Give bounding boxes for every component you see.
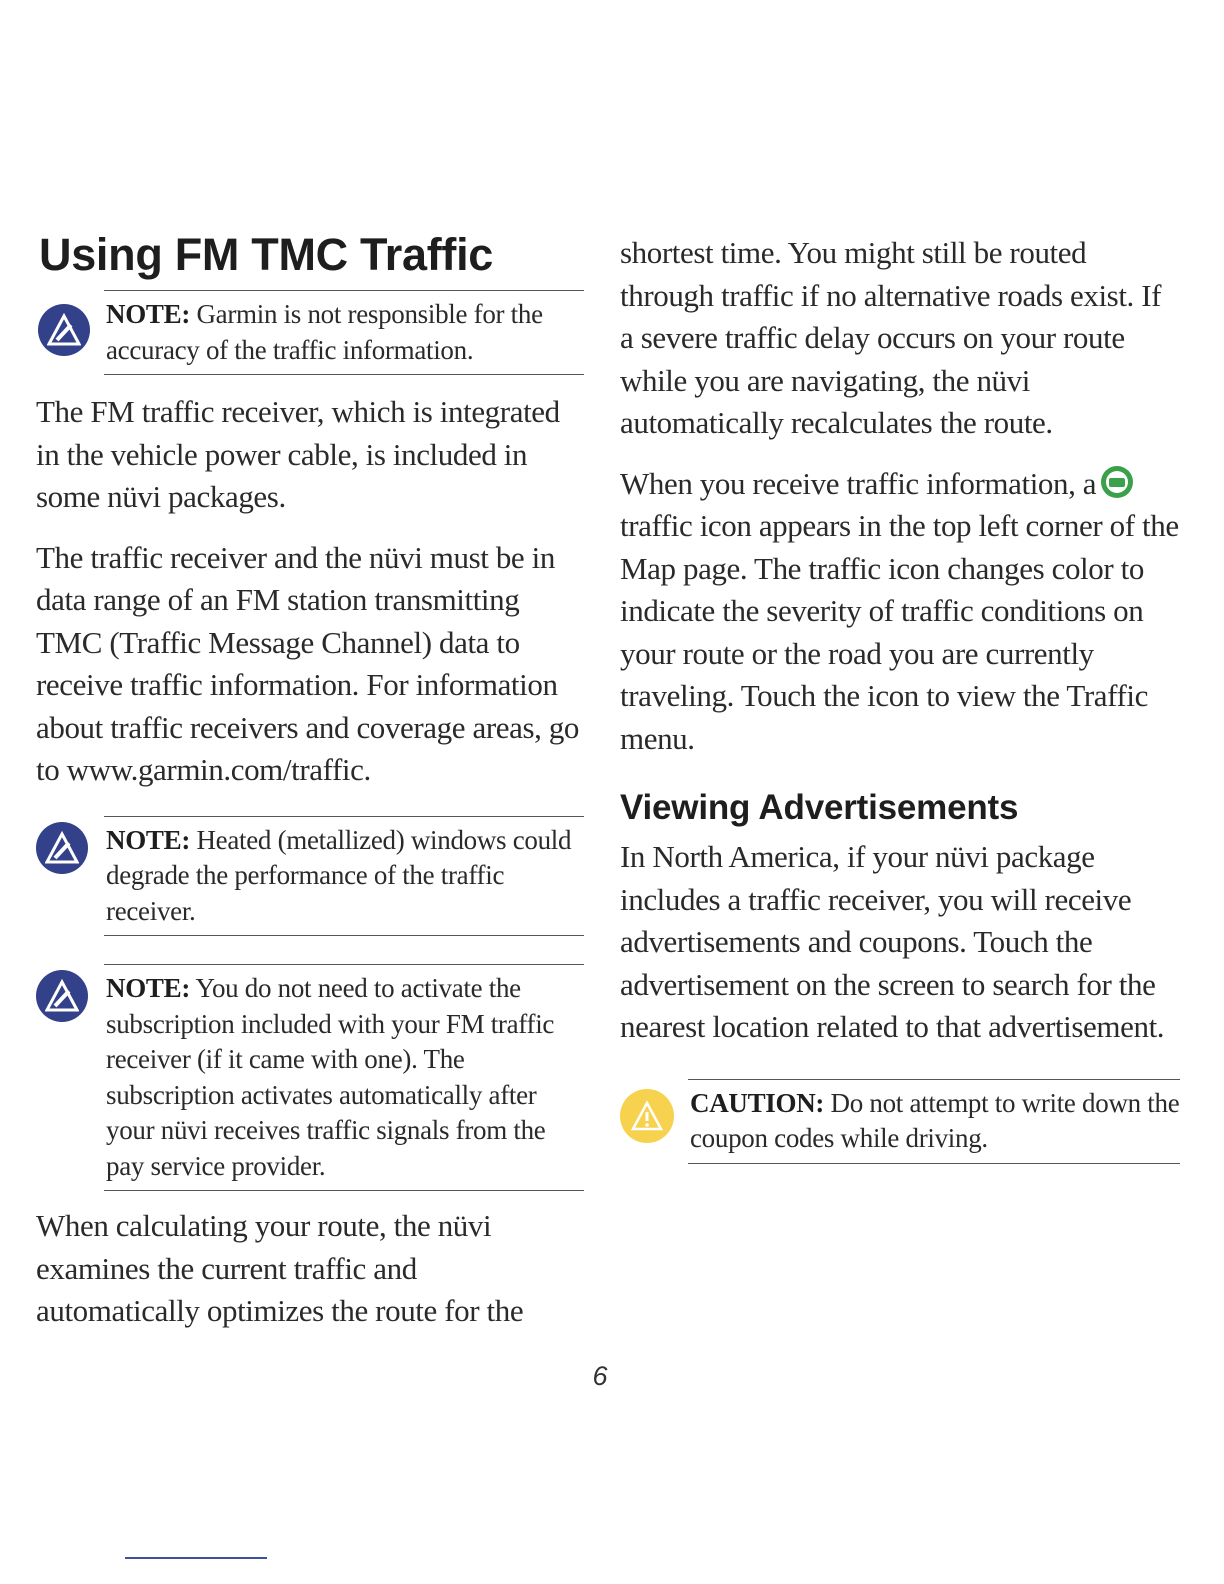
paragraph-route-continued: shortest time. You might still be routed through traffic if no alternative roads exist. If a severe traffic delay occurs on your route while you are navigating, the nüvi automatically recalculates the route. — [620, 235, 1162, 440]
note-responsibility — [36, 290, 584, 375]
note-subscription — [36, 964, 584, 1191]
page-number: 6 — [592, 1361, 608, 1391]
note-pencil-icon — [38, 304, 90, 356]
note-text — [104, 290, 584, 375]
note-label: NOTE: — [106, 973, 191, 1003]
right-column — [620, 226, 1180, 1164]
paragraph-advertisements: In North America, if your nüvi package includes a traffic receiver, you will receive advertisements and coupons. Touch the advertisement on the screen to search for the nearest location related to that advertisement. — [620, 839, 1165, 1044]
note-pencil-icon — [36, 970, 88, 1022]
note-text — [104, 964, 584, 1191]
note-pencil-icon — [36, 822, 88, 874]
paragraph-traffic-icon — [620, 463, 1180, 761]
section-title-viewing-advertisements: Viewing Advertisements — [620, 788, 1019, 827]
note-label: NOTE: — [106, 824, 191, 855]
footer-rule — [125, 1557, 267, 1559]
caution-icon — [620, 1089, 674, 1143]
caution-body: Do not attempt to write down the coupon codes while driving. — [690, 1087, 1180, 1153]
note-body: Heated (metallized) windows could degrade the performance of the traffic receiver. — [106, 824, 572, 926]
left-column — [36, 226, 584, 1333]
caution-label: CAUTION: — [690, 1087, 825, 1118]
section-title-fm-tmc-traffic: Using FM TMC Traffic — [39, 229, 493, 280]
paragraph-calculating-route: When calculating your route, the nüvi examines the current traffic and automatically optimizes the route for the — [36, 1208, 524, 1328]
note-text — [104, 816, 584, 937]
note-label: NOTE: — [106, 299, 191, 329]
paragraph-data-range: The traffic receiver and the nüvi must be in data range of an FM station transmitting TMC (Traffic Message Channel) data to receive traffic information. For information about traffic receivers and coverage areas, go to www.garmin.com/traffic. — [36, 539, 580, 787]
note-body: You do not need to activate the subscription included with your FM traffic receiver (if it came with one). The subscription activates automatically after your nüvi receives traffic signals from the pay service provider. — [106, 973, 555, 1181]
traffic-icon — [1100, 465, 1134, 499]
caution-coupon-codes — [620, 1079, 1180, 1164]
caution-text — [688, 1079, 1180, 1164]
traffic-icon-lead: When you receive traffic information, a — [620, 465, 1097, 501]
paragraph-receiver-integrated: The FM traffic receiver, which is integrated in the vehicle power cable, is included in some nüvi packages. — [36, 394, 560, 514]
note-body: Garmin is not responsible for the accuracy of the traffic information. — [106, 299, 543, 365]
note-heated-windows — [36, 816, 584, 937]
traffic-icon-text: traffic icon appears in the top left corner of the Map page. The traffic icon changes color to indicate the severity of traffic conditions on your route or the road you are currently traveling. Touch the icon to view the Traffic menu. — [620, 508, 1179, 756]
